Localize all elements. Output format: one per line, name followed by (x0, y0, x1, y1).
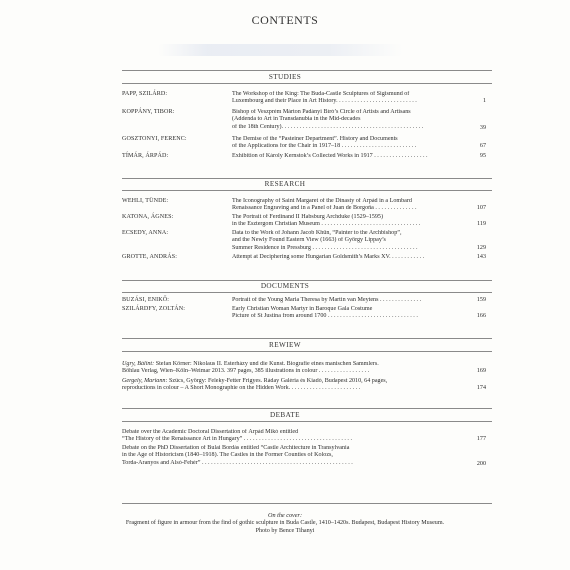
section-rule-documents-bottom (122, 292, 492, 293)
entry-title-line: Szűcs, György: Feleky-Fetter Frigyes. Ráday Galéria és Kiadó, Budapest 2010, 64 pages, (167, 378, 388, 384)
entry-page-number: 39 (479, 125, 486, 131)
entry-title-line: The Workshop of the King: The Buda-Castle Sculptures of Sigismund of (232, 91, 410, 97)
entry-title-line: in the Esztergom Christian Museum . . . . . . . . . . . . . . . . . . . . . . . . . . . . . . . . . (232, 221, 421, 228)
section-heading-studies: STUDIES (268, 73, 302, 81)
entry-author: TÍMÁR, ÁRPÁD: (122, 153, 169, 159)
entry-title-line: Early Christian Woman Martyr in Baroque Gala Costume (232, 306, 373, 312)
entry-title-line: and the Newly Found Eastern View (1663) of György Lippay’s (232, 237, 386, 244)
entry-author: SZILÁRDFY, ZOLTÁN: (122, 306, 186, 312)
entry-title (232, 109, 458, 131)
entry-author: PAPP, SZILÁRD: (122, 91, 168, 97)
entry-page-number: 166 (476, 313, 486, 320)
entry-title-line: Luxembourg and their Place in Art History. . . . . . . . . . . . . . . . . . . . . . . . . . . (232, 98, 417, 105)
entry-page-number: 159 (476, 297, 486, 303)
entry-title (232, 136, 458, 151)
entry-title-line: Picture of St Justina from around 1700 . . . . . . . . . . . . . . . . . . . . . . . . . . . . . . (232, 313, 418, 320)
entry-title (122, 445, 458, 467)
entry-page-number: 177 (476, 436, 486, 443)
entry-title-line: in the Age of Historicism (1840–1918). The Castles in the Former Counties of Kolozs, (122, 452, 333, 459)
entry-title-line: Data to the Work of Johann Jacob Khün, “Painter to the Archbishop”, (232, 230, 402, 236)
entry-page-number: 95 (479, 153, 486, 159)
entry-page-number: 169 (476, 368, 486, 375)
entry-title-line: The Portrait of Ferdinand II Habsburg Archduke (1529–1595) (232, 214, 384, 220)
entry-title (232, 306, 458, 321)
entry-author: ECSEDY, ANNA: (122, 230, 169, 236)
entry-title-line: Debate on the PhD Dissertation of Bulai Bordás entitled “Castle Architecture in Transylvania (122, 445, 350, 451)
entry-author: KATONA, ÁGNES: (122, 214, 174, 220)
entry-author: BUZÁSI, ENIKŐ: (122, 297, 170, 303)
entry-page-number: 174 (476, 385, 486, 392)
entry-author: WEHLI, TÜNDE: (122, 198, 169, 204)
reviewer-name: Ugry, Bálint: (122, 361, 155, 367)
section-heading-debate: DEBATE (270, 411, 300, 419)
entry-page-number: 119 (477, 221, 486, 228)
faded-heading-mark (158, 44, 403, 56)
entry-title-line: Debate over the Academic Doctoral Dissertation of Árpád Mikó entitled (122, 429, 299, 435)
entry-title-line: “The History of the Renaissance Art in Hungary” . . . . . . . . . . . . . . . . . . . . . . . . . . . . . . . . . . . . (122, 436, 353, 443)
entry-title-line: Bishop of Veszprém Márton Padányi Bíró’s Circle of Artists and Artisans (232, 109, 411, 115)
section-heading-review: REWIEW (269, 341, 301, 349)
entry-title (232, 214, 458, 229)
entry-title-line: Attempt at Deciphering some Hungarian Goldsmith’s Marks XV. . . . . . . . . . . . (232, 254, 425, 260)
section-rule-documents (122, 280, 492, 281)
entry-title (232, 198, 458, 213)
entry-title-line: The Demise of the “Pasteiner Department”. History and Documents (232, 136, 398, 142)
cover-label: On the cover: (267, 512, 303, 519)
reviewer-name: Gergely, Mariann: (122, 378, 168, 384)
entry-title-line: The Iconography of Saint Margaret of the Dinasty of Árpád in a Lombard (232, 198, 412, 204)
entry-title (122, 378, 458, 393)
cover-caption: Fragment of figure in armour from the find of gothic sculpture in Buda Castle, 1410–1420s. Budapest, Budapest History Museum. Photo by Bence Tihanyi (125, 520, 445, 534)
entry-title-line: of the Applications for the Chair in 1917–18 . . . . . . . . . . . . . . . . . . . . . . . . . (232, 143, 417, 150)
entry-author: KOPPÁNY, TIBOR: (122, 109, 175, 115)
entry-title-line: Torda-Aranyos and Alsó-Fehér” . . . . . . . . . . . . . . . . . . . . . . . . . . . . . . . . . . . . . . . . . . . . . . . . . . (122, 459, 353, 466)
section-rule-research (122, 178, 492, 179)
section-rule-debate-bottom (122, 421, 492, 422)
entry-title-line: Exhibition of Károly Kernstok’s Collected Works in 1917 . . . . . . . . . . . . . . . . . . (232, 153, 428, 159)
entry-title (122, 429, 458, 444)
cover-rule (122, 503, 492, 504)
entry-title (232, 230, 458, 252)
entry-title (232, 91, 458, 106)
entry-author: GOSZTONYI, FERENC: (122, 136, 187, 142)
entry-title-line: (Addenda to Art in Transdanubia in the Mid-decades (232, 116, 361, 123)
entry-title (122, 361, 458, 376)
entry-page-number: 143 (476, 254, 486, 260)
entry-title-line: of the 18th Century). . . . . . . . . . . . . . . . . . . . . . . . . . . . . . . . . . . . . . . . . . . . . . . (232, 123, 424, 130)
entry-author: GROTTE, ANDRÁS: (122, 254, 177, 260)
section-rule-studies (122, 70, 492, 71)
entry-title-line: reproductions in colour – A Short Monographie on the Hidden Work. . . . . . . . . . . . . . . . . . . . . . . . (122, 385, 361, 392)
entry-title (232, 254, 458, 261)
entry-title (232, 297, 458, 304)
page-title: CONTENTS (251, 13, 319, 27)
entry-title-line: Böhlau Verlag, Wien–Köln–Weimar 2013. 397 pages, 385 illustrations in colour . . . . . . . . . . . . . . . . . (122, 368, 370, 375)
entry-page-number: 129 (476, 245, 486, 251)
entry-title-line: Renaissance Engraving and in a Panel of Juan de Borgoña . . . . . . . . . . . . . . (232, 205, 417, 212)
section-heading-documents: DOCUMENTS (260, 282, 310, 290)
section-rule-review (122, 338, 492, 339)
section-heading-research: RESEARCH (264, 180, 306, 188)
entry-title-line: Stefan Körner: Nikolaus II. Esterházy und die Kunst. Biografie eines manischen Sammlers. (154, 361, 379, 367)
section-rule-debate (122, 408, 492, 409)
section-rule-studies-bottom (122, 83, 492, 84)
section-rule-review-bottom (122, 351, 492, 352)
section-rule-research-bottom (122, 190, 492, 191)
entry-title-line: Summer Residence in Pressburg . . . . . . . . . . . . . . . . . . . . . . . . . . . . . . . . . . . (232, 244, 418, 251)
entry-page-number: 200 (476, 461, 486, 467)
entry-page-number: 107 (476, 205, 486, 212)
entry-page-number: 1 (482, 98, 486, 105)
entry-title (232, 153, 458, 160)
entry-page-number: 67 (479, 143, 486, 150)
entry-title-line: Portrait of the Young Maria Theresa by Martin van Meytens . . . . . . . . . . . . . . (232, 297, 422, 303)
